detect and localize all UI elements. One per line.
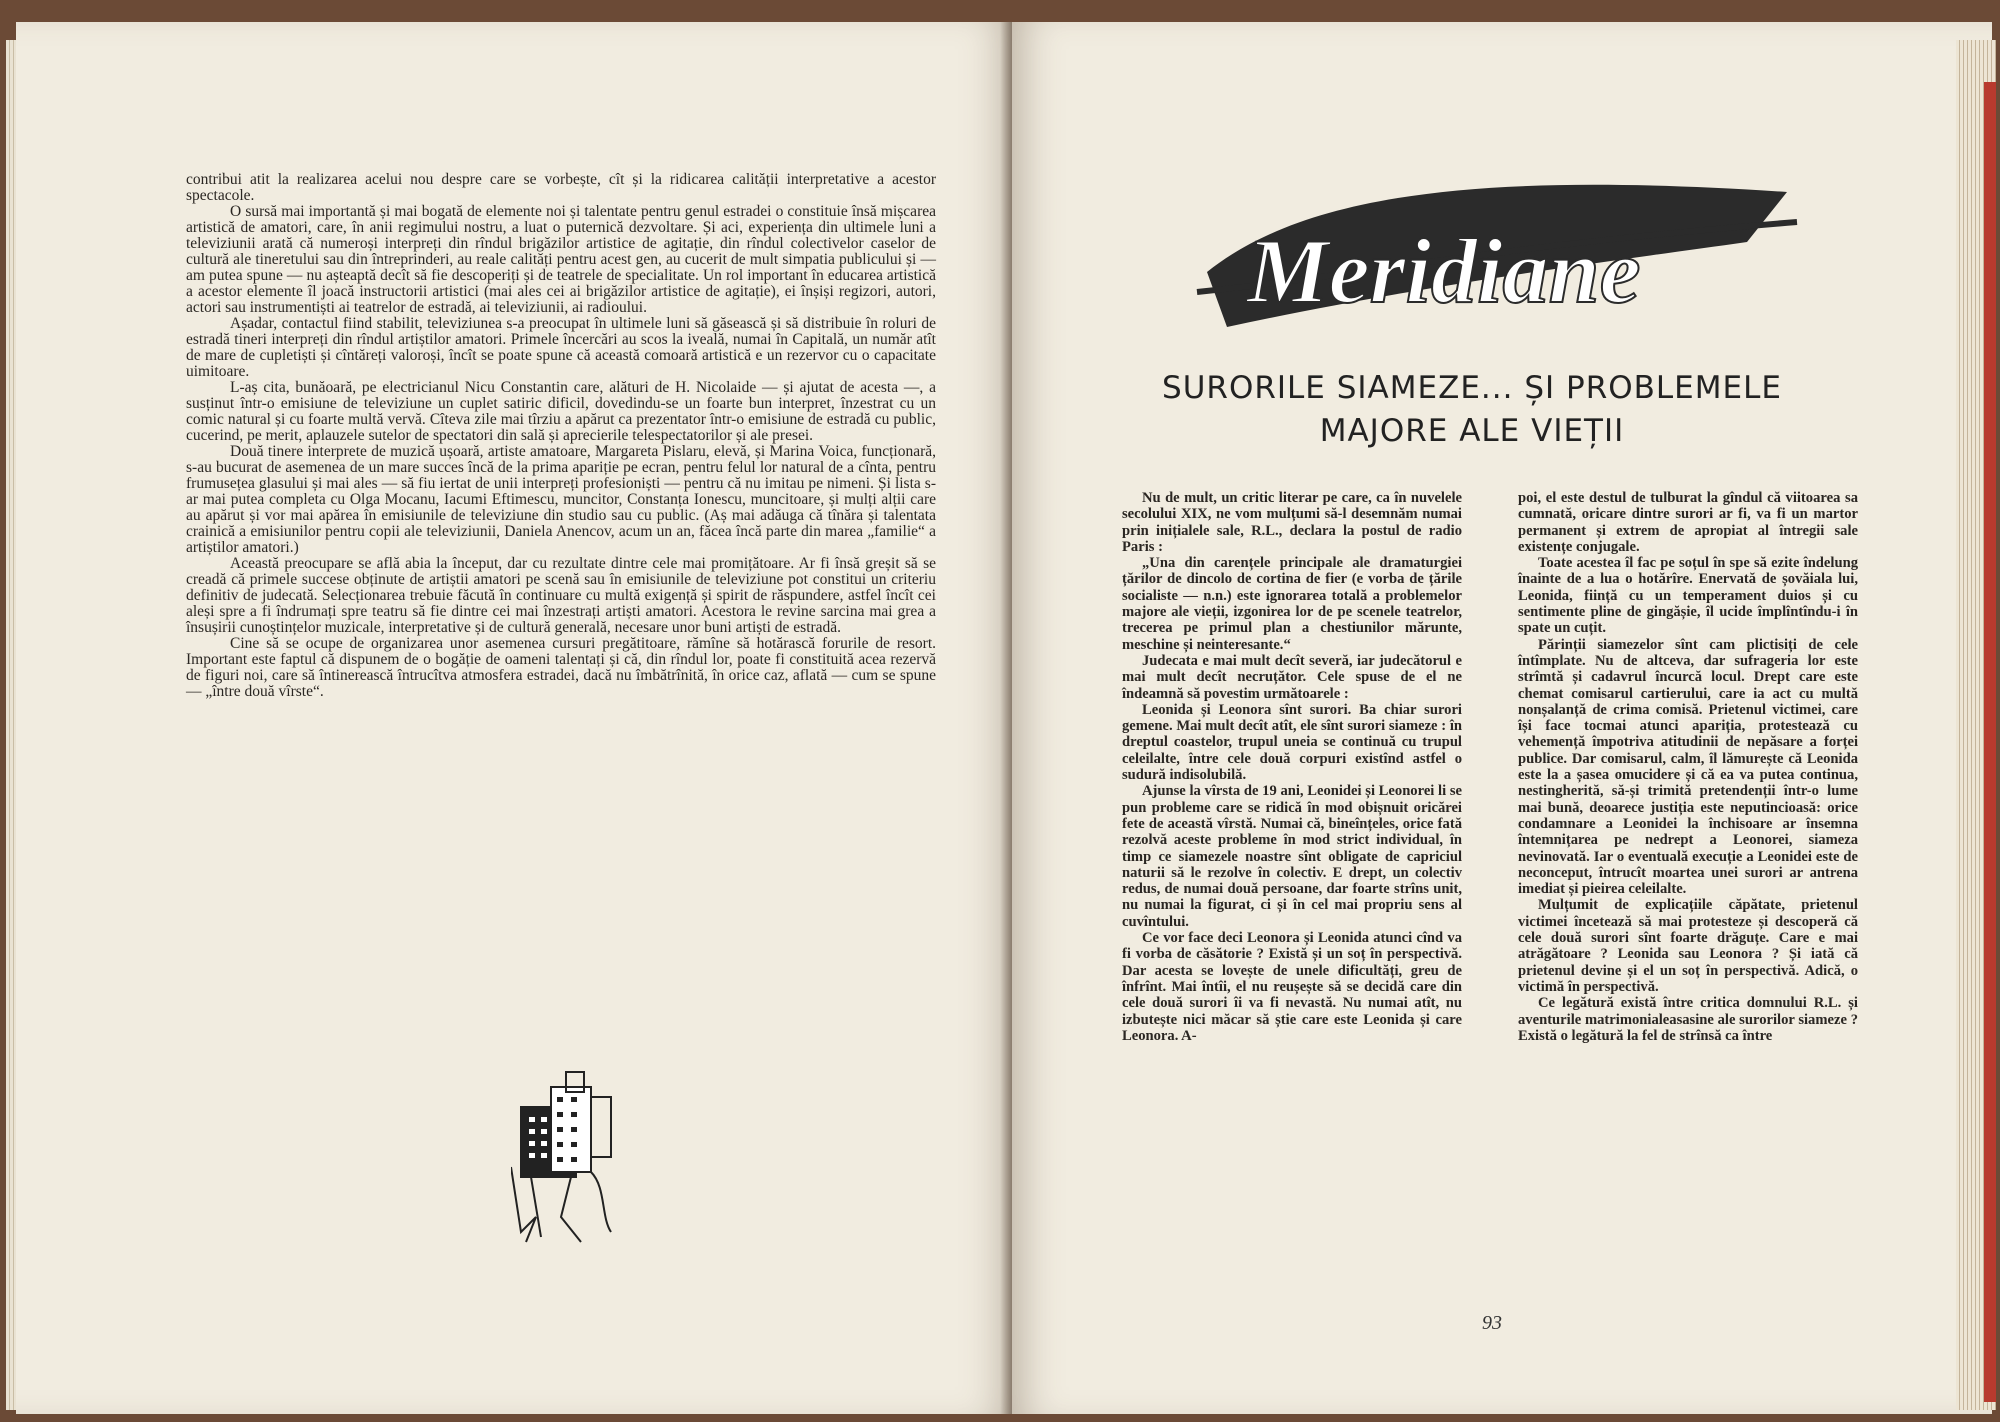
paragraph: L-aș cita, bunăoară, pe electricianul Nicu Constantin care, alături de H. Nicolaide — și ajutat de acesta —, a susținut într-o emisiune de televiziune un cuplet satiric dificil, dovedindu-se un foarte bun interpret, înzestrat cu un comic natural și cu foarte multă vervă. Cîteva zile mai tîrziu a apărut ca prezentator într-o emisiune de estradă cu public, cucerind, pe merit, aplauzele sutelor de spectatori din sală și aprecierile telespectatorilor și ale presei.	[186, 379, 936, 444]
paragraph: O sursă mai importantă și mai bogată de elemente noi și talentate pentru genul estradei o constituie însă mișcarea artistică de amatori, care, în anii regimului nostru, a luat o puternică dezvoltare. Și aci, experiența din ultimele luni a televiziunii arată că numeroși interpreți din rîndul brigăzilor artistice de agitație, din rîndul colectivelor caselor de cultură ale tineretului sau din întreprinderi, au reale calități pentru acest gen, au cucerit de mult simpatia publicului și — am putea spune — nu așteaptă decît să fie descoperiți și de teatrele de specialitate. Un rol important în educarea artistică a acestor elemente îl joacă instructorii artistici (mai ales cei ai brigăzilor artistice de agitație), ei înșiși regizori, autori, actori sau instrumentiști ai teatrelor de estradă, ai televiziunii, ai radioului.	[186, 203, 936, 316]
article-column-2	[1518, 490, 1858, 1044]
magazine-spread	[6, 22, 1996, 1414]
right-page	[1012, 22, 1992, 1414]
article-headline	[1112, 367, 1832, 453]
paragraph: „Una din carențele principale ale dramaturgiei țărilor de dincolo de cortina de fier (e vorba de țările socialiste — n.n.) este ignorarea totală a problemelor majore ale vieții, izgonirea lor de pe scenele teatrelor, trecerea pe primul plan a chestiunilor mărunte, meschine și neinteresante.“	[1122, 555, 1462, 653]
left-article-text	[186, 172, 936, 700]
paragraph: Ce vor face deci Leonora și Leonida atunci cînd va fi vorba de căsătorie ? Există și un soț în perspectivă. Dar acesta se lovește de unele dificultăți, greu de înfrînt. Mai întîi, el nu reușește să se decidă care din cele două surori îi va fi nevastă. Nu numai atît, nu izbutește nici măcar să știe care este Leonida și care Leonora. A-	[1122, 930, 1462, 1044]
headline-line-2: MAJORE ALE VIEȚII	[1319, 413, 1625, 449]
paragraph: Cine să se ocupe de organizarea unor asemenea cursuri pregătitoare, rămîne să hotărască forurile de resort. Important este faptul că dispunem de o bogăție de oameni talentați și că, din rîndul lor, poate fi constituită acea rezervă de figuri noi, care să întinerească întrucîtva atmosfera estradei, dacă nu îmbătrînită, în orice caz, aflată — cum se spune — „între două vîrste“.	[186, 635, 936, 700]
red-tab-strip	[1984, 82, 1996, 1402]
paragraph: poi, el este destul de tulburat la gîndul că viitoarea sa cumnată, oricare dintre surori ar fi, va fi un martor permanent și extrem de apropiat al întregii sale existențe conjugale.	[1518, 490, 1858, 555]
paragraph: Mulțumit de explicațiile căpătate, prietenul victimei încetează să mai protesteze și descoperă că cele două surori sînt foarte drăguțe. Care e mai atrăgătoare ? Leonida sau Leonora ? Și iată că prietenul devine și el un soț în perspectivă. Adică, o victimă în perspectivă.	[1518, 897, 1858, 995]
article-column-1	[1122, 490, 1462, 1044]
paragraph: Toate acestea îl fac pe soțul în spe să ezite îndelung înainte de a lua o hotărîre. Enervată de șovăiala lui, Leonida, ființă cu un temperament duios și cu sentimente pline de gingășie, îl ucide împlîntîndu-i în spate un cuțit.	[1518, 555, 1858, 637]
left-page	[16, 22, 1012, 1414]
paragraph: Ajunse la vîrsta de 19 ani, Leonidei și Leonorei li se pun probleme care se ridică în mod obișnuit oricărei fete de această vîrstă. Numai că, bineînțeles, orice fată rezolvă aceste probleme în mod strict individual, în timp ce siamezele noastre sînt obligate de capriciul naturii să le rezolve în colectiv. E drept, un colectiv redus, de numai două persoane, dar foarte strîns unit, nu numai la figurat, ci și în cel mai propriu sens al cuvîntului.	[1122, 783, 1462, 930]
headline-line-1: SURORILE SIAMEZE... ȘI PROBLEMELE	[1162, 370, 1782, 406]
section-title: Meridiane	[1247, 220, 1641, 322]
paragraph: Părinții siamezelor sînt cam plictisiți de cele întîmplate. Nu de altceva, dar sufrageria lor este strîmtă și cadavrul încurcă locul. Drept care este chemat comisarul cartierului, care ia act cu multă nonșalanță de crima comisă. Prietenul victimei, care își face tocmai atunci apariția, protestează cu vehemență împotriva atitudinii de nepăsare a forței publice. Dar comisarul, calm, îl lămurește că Leonida este la a șasea omucidere și că ea va putea continua, nestingherită, să-și trimită pretendenții într-o lume mai bună, deoarece justiția este neputincioasă: orice condamnare a Leonidei la închisoare ar însemna întemnițarea pe nedrept a Leonorei, siameza nevinovată. Iar o eventuală execuție a Leonidei este de neconceput, întrucît moartea unei surori ar antrena imediat și pieirea celeilalte.	[1518, 636, 1858, 898]
paragraph: Ce legătură există între critica domnului R.L. și aventurile matrimonialeasasine ale surorilor siameze ? Există o legătură la fel de strînsă ca între	[1518, 995, 1858, 1044]
city-sketch-icon	[511, 1067, 641, 1247]
page-number: 93	[1482, 1312, 1502, 1334]
paragraph: Judecata e mai mult decît severă, iar judecătorul e mai mult decît necruțător. Cele spuse de el ne îndeamnă să povestim următoarele :	[1122, 652, 1462, 702]
brush-banner-icon	[1187, 152, 1807, 342]
paragraph: Așadar, contactul fiind stabilit, televiziunea s-a preocupat în ultimele luni să găsească și să distribuie în roluri de estradă tineri interpreți din rîndul artiștilor amatori. Primele încercări au scos la iveală, numai în Capitală, un număr atît de mare de cupletiști și cîntăreți valoroși, încît se poate spune că această comoară artistică e un rezervor cu o capacitate uimitoare.	[186, 315, 936, 380]
paragraph: Leonida și Leonora sînt surori. Ba chiar surori gemene. Mai mult decît atît, ele sînt surori siameze : în dreptul coastelor, trupul uneia se continuă cu trupul celeilalte, între cele două corpuri existînd astfel o sudură indisolubilă.	[1122, 701, 1462, 784]
paragraph: Nu de mult, un critic literar pe care, ca în nuvelele secolului XIX, ne vom mulțumi să-l desemnăm numai prin inițialele sale, R.L., declara la postul de radio Paris :	[1122, 490, 1462, 555]
paragraph: Această preocupare se află abia la început, dar cu rezultate dintre cele mai promițătoare. Ar fi însă greșit să se creadă că primele succese obținute de artiștii amatori pe scenă sau în emisiunile de televiziune pot constitui un criteriu definitiv de judecată. Selecționarea trebuie făcută în continuare cu multă exigență și spirit de răspundere, astfel încît cei aleși spre a fi îndrumați spre teatru să fie dintre cei mai înzestrați artiști amatori. Acestora le revine sarcina mai grea a însușirii cunoștințelor muzicale, interpretative și de cultură generală, necesare unor buni artiști de estradă.	[186, 555, 936, 636]
paragraph: Două tinere interprete de muzică ușoară, artiste amatoare, Margareta Pislaru, elevă, și Marina Voica, funcționară, s-au bucurat de asemenea de un mare succes încă de la prima apariție pe ecran, pentru felul lor natural de a cînta, pentru frumusețea glasului și mai ales — să fiu iertat de unii interpreți profesioniști — pentru că nu imitau pe nimeni. Și lista s-ar mai putea completa cu Olga Mocanu, Iacumi Eftimescu, muncitor, Constanța Ionescu, muncitoare, și mulți alții care au apărut și vor mai apărea în emisiunile de televiziune din studio sau cu public. (Aș mai adăuga că tînăra și talentata crainică a emisiunilor pentru copii ale televiziunii, Daniela Anencov, acum un an, făcea încă parte din marea „familie“ a artiștilor amatori.)	[186, 443, 936, 556]
paragraph: contribui atit la realizarea acelui nou despre care se vorbește, cît și la ridicarea calității interpretative a acestor spectacole.	[186, 171, 936, 204]
